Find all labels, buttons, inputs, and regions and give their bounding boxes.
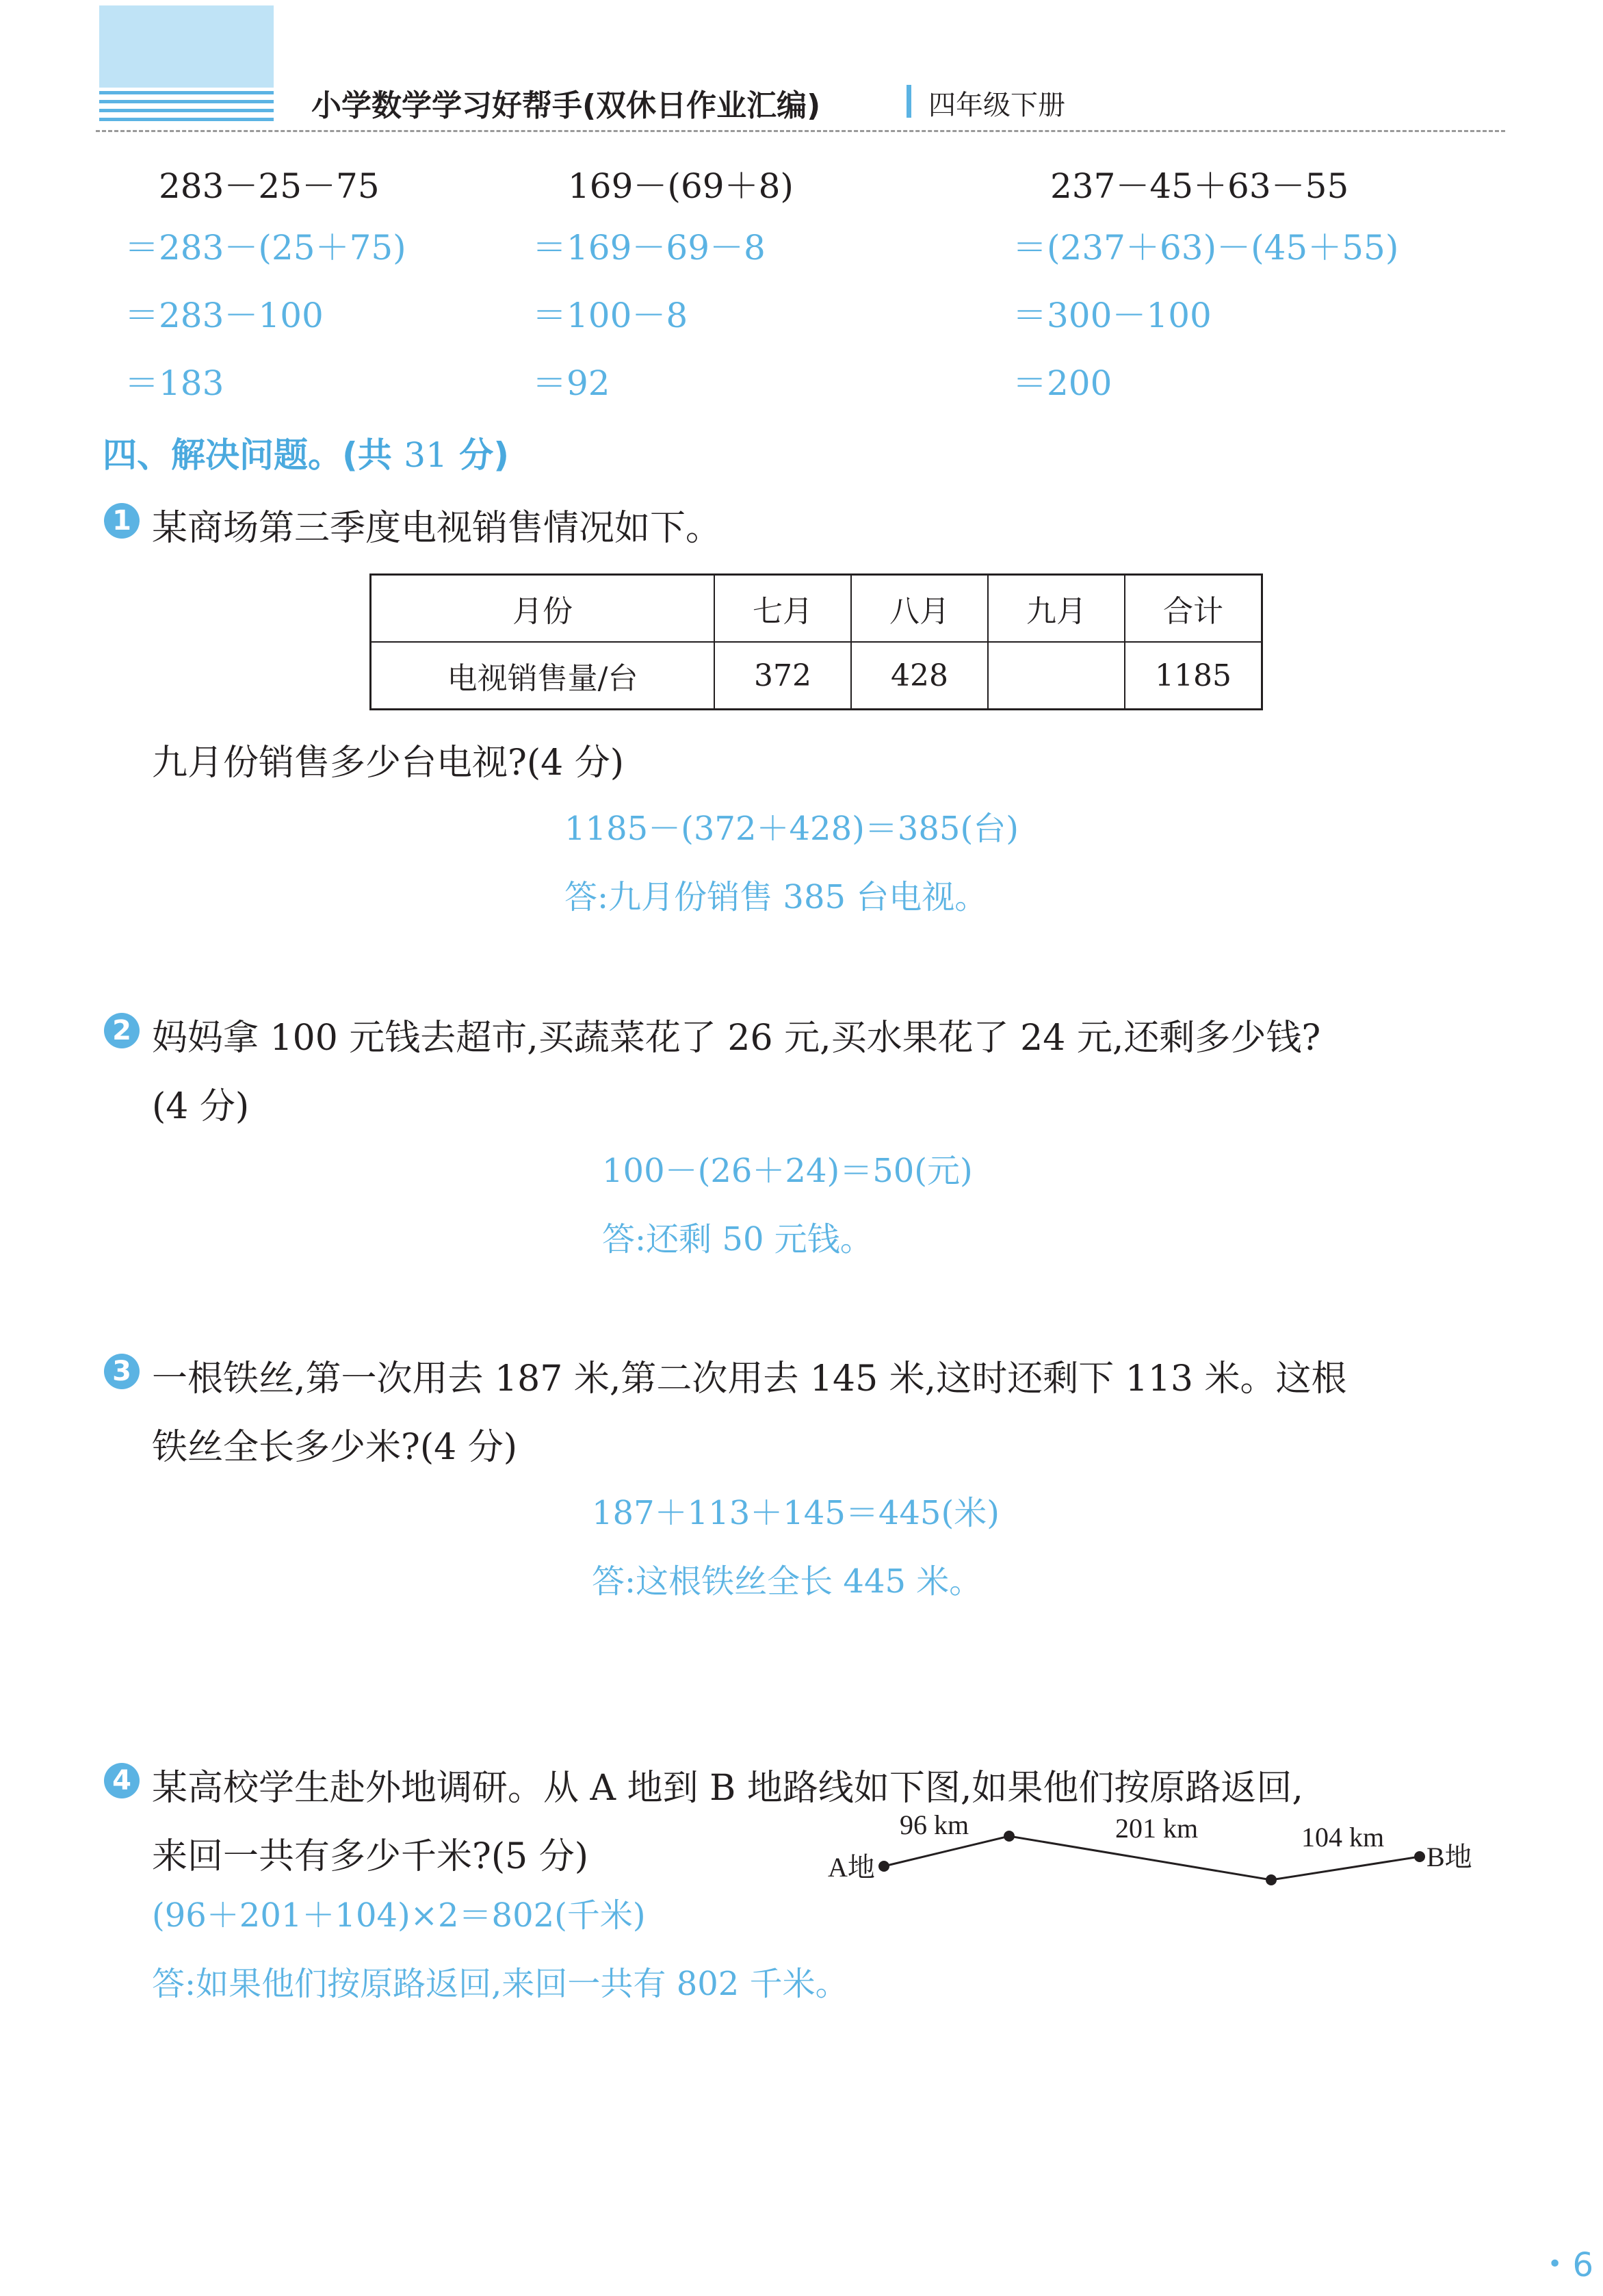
route-start-label: A地: [828, 1852, 875, 1883]
calc-step: ＝300－100: [1013, 296, 1212, 335]
calc-step: ＝183: [125, 363, 224, 403]
table-cell: [988, 642, 1125, 710]
answer-text: 答:九月份销售 385 台电视。: [564, 878, 988, 916]
table-header-cell: 月份: [371, 575, 715, 643]
route-segment-label: 201 km: [1115, 1813, 1199, 1844]
page-number: [1548, 2246, 1593, 2284]
calc-step: ＝(237＋63)－(45＋55): [1013, 228, 1399, 268]
problem-number-badge: 1: [104, 503, 140, 539]
route-point-b: [1414, 1851, 1425, 1862]
route-end-label: B地: [1426, 1842, 1472, 1872]
answer-text: 答:如果他们按原路返回,来回一共有 802 千米。: [152, 1965, 848, 2003]
answer-calculation: 187＋113＋145＝445(米): [592, 1494, 1000, 1532]
section-title-pre: 四、解决问题。(共: [103, 435, 404, 475]
page-number-value: 6: [1572, 2246, 1594, 2284]
table-cell: 372: [714, 642, 851, 710]
table-cell: 428: [851, 642, 988, 710]
calc-step: ＝283－(25＋75): [125, 228, 406, 268]
table-header-cell: 八月: [851, 575, 988, 643]
route-point: [1004, 1831, 1015, 1842]
problem-text: 某商场第三季度电视销售情况如下。: [152, 508, 722, 549]
header-decoration: [99, 5, 274, 125]
header-divider-bar: [907, 85, 911, 118]
answer-calculation: 1185－(372＋428)＝385(台): [564, 810, 1019, 848]
problem-number-badge: 4: [104, 1763, 140, 1798]
table-header-cell: 九月: [988, 575, 1125, 643]
problem-text: 一根铁丝,第一次用去 187 米,第二次用去 145 米,这时还剩下 113 米。这根: [152, 1358, 1347, 1399]
problem-text: (4 分): [152, 1086, 250, 1127]
route-segment-label: 96 km: [900, 1809, 969, 1840]
table-header-cell: 七月: [714, 575, 851, 643]
problem-text: 某高校学生赴外地调研。从 A 地到 B 地路线如下图,如果他们按原路返回,: [152, 1768, 1303, 1809]
answer-calculation: 100－(26＋24)＝50(元): [602, 1152, 973, 1190]
calc-step: ＝100－8: [532, 296, 688, 335]
route-point-a: [878, 1861, 889, 1872]
sales-table: [369, 573, 1263, 710]
route-segment-label: 104 km: [1301, 1822, 1385, 1853]
section-title-post: 分): [447, 435, 510, 475]
calc-step: ＝169－69－8: [532, 228, 766, 268]
table-cell: 1185: [1125, 642, 1262, 710]
problem-text: 妈妈拿 100 元钱去超市,买蔬菜花了 26 元,买水果花了 24 元,还剩多少钱?: [152, 1018, 1321, 1059]
header-title: 小学数学学习好帮手(双休日作业汇编): [311, 88, 821, 123]
table-cell: 电视销售量/台: [371, 642, 715, 710]
header-dashed-line: [96, 130, 1505, 132]
table-row: [371, 642, 1262, 710]
problem-question: 九月份销售多少台电视?(4 分): [152, 743, 625, 784]
calc-expression: 283－25－75: [159, 166, 380, 206]
answer-text: 答:还剩 50 元钱。: [602, 1220, 873, 1259]
calc-expression: 237－45＋63－55: [1050, 166, 1349, 206]
problem-text: 来回一共有多少千米?(5 分): [152, 1836, 589, 1877]
problem-text: 铁丝全长多少米?(4 分): [152, 1427, 518, 1468]
answer-calculation: (96＋201＋104)×2＝802(千米): [152, 1896, 646, 1935]
problem-number-badge: 2: [104, 1013, 140, 1048]
route-point: [1266, 1874, 1277, 1885]
section-points: 31: [404, 435, 447, 475]
problem-number-badge: 3: [104, 1354, 140, 1389]
calc-step: ＝283－100: [125, 296, 324, 335]
section-title: [103, 428, 509, 477]
table-header-cell: 合计: [1125, 575, 1262, 643]
calc-step: ＝92: [532, 363, 610, 403]
route-diagram: [807, 1807, 1485, 1902]
calc-expression: 169－(69＋8): [568, 166, 794, 206]
header-grade: 四年级下册: [928, 90, 1065, 121]
calc-step: ＝200: [1013, 363, 1112, 403]
answer-text: 答:这根铁丝全长 445 米。: [592, 1562, 982, 1601]
page-number-dot: •: [1548, 2250, 1563, 2278]
table-header-row: [371, 575, 1262, 643]
